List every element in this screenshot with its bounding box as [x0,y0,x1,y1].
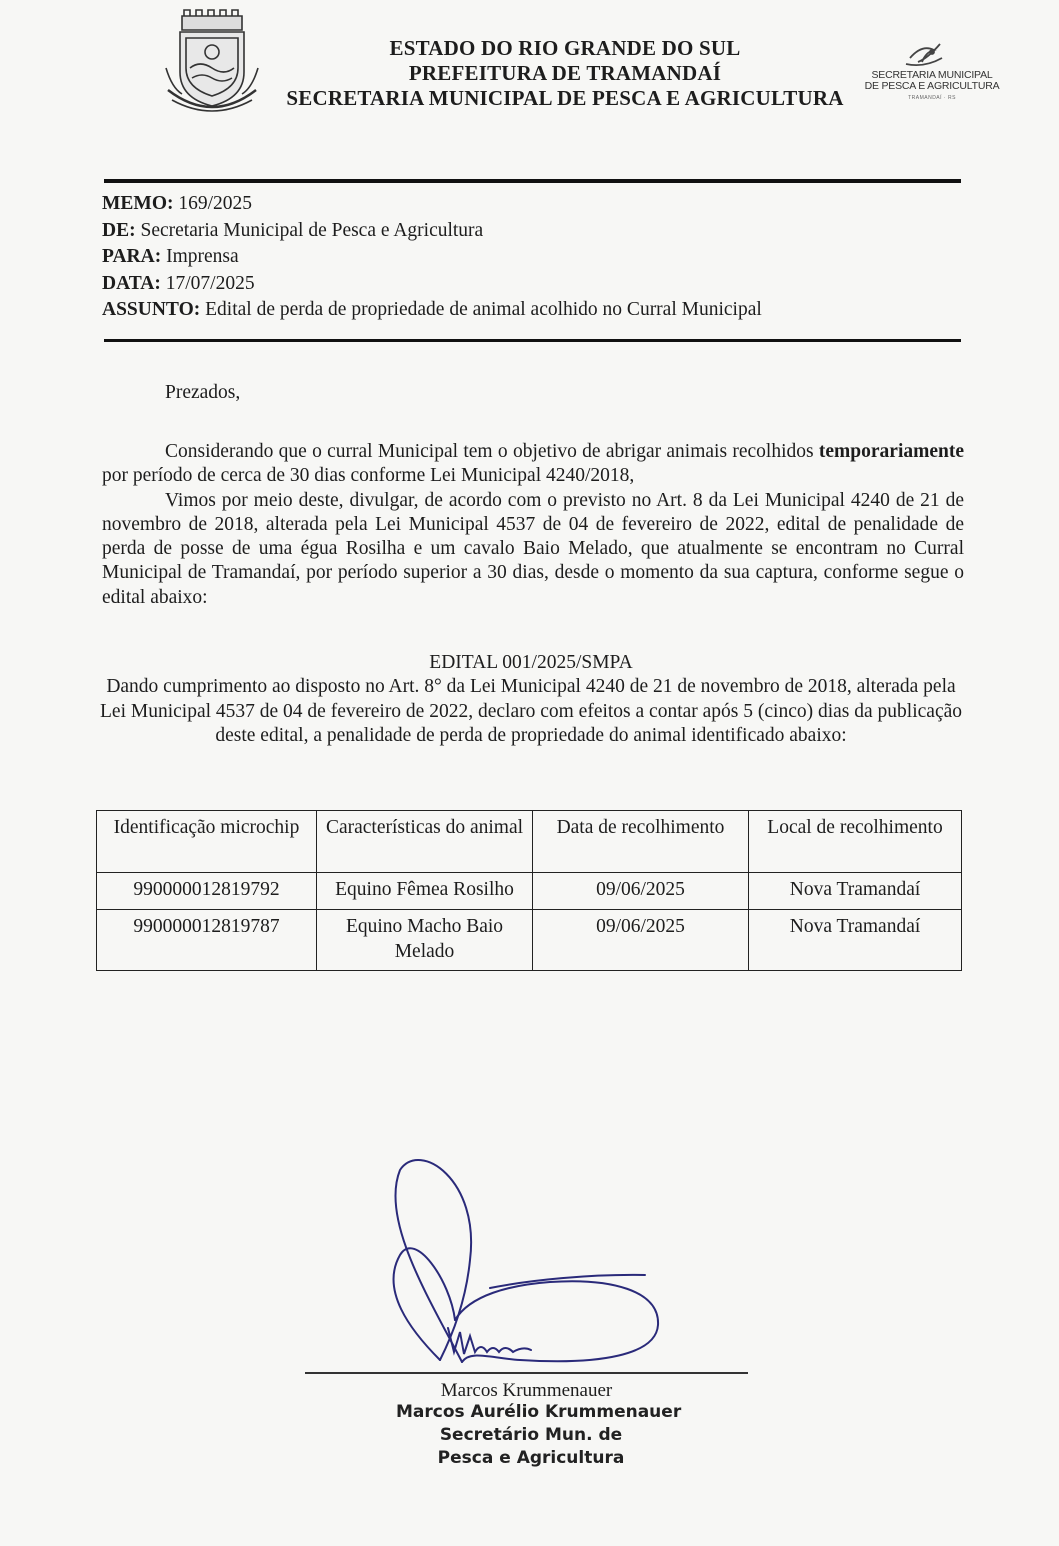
emphasis-temporariamente: temporariamente [818,441,964,462]
signatory-name: Marcos Krummenauer [440,1380,613,1401]
secretaria-logo-text: SECRETARIA MUNICIPAL DE PESCA E AGRICULTURA TRAMANDAÍ · RS [864,69,1000,101]
municipal-crest-icon [162,8,262,120]
memo-number: 169/2025 [178,193,253,214]
table-cell: 990000012819787 [97,910,317,971]
table-header-row [97,811,962,873]
table-row [97,873,962,910]
paragraph-1: Considerando que o curral Municipal tem o objetivo de abrigar animais recolhidos temporariamente por período de cerca de 30 dias conforme Lei Municipal 4240/2018, [102,441,964,487]
memo-from-row: DE: Secretaria Municipal de Pesca e Agricultura [102,219,484,241]
table-cell: 09/06/2025 [533,873,749,910]
memo-number-row: MEMO: 169/2025 [102,193,253,214]
animals-table [96,810,962,971]
table-cell: Nova Tramandaí [749,910,962,971]
column-header: Local de recolhimento [749,811,962,873]
column-header: Características do animal [317,811,533,873]
memo-fields [102,191,762,324]
header-state: ESTADO DO RIO GRANDE DO SUL [389,36,741,60]
table-cell: 990000012819792 [97,873,317,910]
handwritten-signature [370,1150,690,1380]
memo-subject: Edital de perda de propriedade de animal acolhido no Curral Municipal [205,299,762,320]
table-cell: 09/06/2025 [533,910,749,971]
header-divider [104,179,961,183]
edital-title: EDITAL 001/2025/SMPA [429,652,633,673]
header-prefeitura: PREFEITURA DE TRAMANDAÍ [408,61,722,85]
column-header: Data de recolhimento [533,811,749,873]
signature-stamp [396,1401,682,1470]
memo-to-row: PARA: Imprensa [102,246,239,267]
edital-section [96,651,966,748]
greeting: Prezados, [165,382,241,403]
memo-divider [104,339,961,342]
memo-to: Imprensa [166,246,239,267]
column-header: Identificação microchip [97,811,317,873]
table-cell: Equino Fêmea Rosilho [317,873,533,910]
signature-line [305,1372,748,1374]
paragraph-2: Vimos por meio deste, divulgar, de acordo com o previsto no Art. 8 da Lei Municipal 4240 de 21 de novembro de 2018, alterada pela Lei Municipal 4537 de 04 de fevereiro de 2022, edital de penalidade de perda de posse de uma égua Rosilha e um cavalo Baio Melado, que atualmente se encontram no Curral Municipal de Tramandaí, por período superior a 30 dias, desde o momento da sua captura, conforme segue o edital abaixo: [102,489,964,608]
header-secretaria: SECRETARIA MUNICIPAL DE PESCA E AGRICULTURA [286,86,844,110]
document-header [270,36,860,111]
memo-date: 17/07/2025 [165,272,255,294]
memo-body [102,440,964,610]
table-cell: Nova Tramandaí [749,873,962,910]
stamp-department: Pesca e Agricultura [437,1448,625,1468]
stamp-name: Marcos Aurélio Krummenauer [396,1402,682,1422]
memo-date-row: DATA: 17/07/2025 [102,272,255,294]
table-row [97,910,962,971]
memo-subject-row: ASSUNTO: Edital de perda de propriedade de animal acolhido no Curral Municipal [102,299,762,320]
stamp-title: Secretário Mun. de [439,1425,623,1445]
memo-from: Secretaria Municipal de Pesca e Agricultura [140,219,484,241]
table-cell: Equino Macho Baio Melado [317,910,533,971]
edital-text: Dando cumprimento ao disposto no Art. 8° da Lei Municipal 4240 de 21 de novembro de 2018, alterada pela Lei Municipal 4537 de 04 de fevereiro de 2022, declaro com efeitos a contar após 5 (cinco) dias da publicação deste edital, a penalidade de perda de propriedade do animal identificado abaixo: [100,676,962,746]
